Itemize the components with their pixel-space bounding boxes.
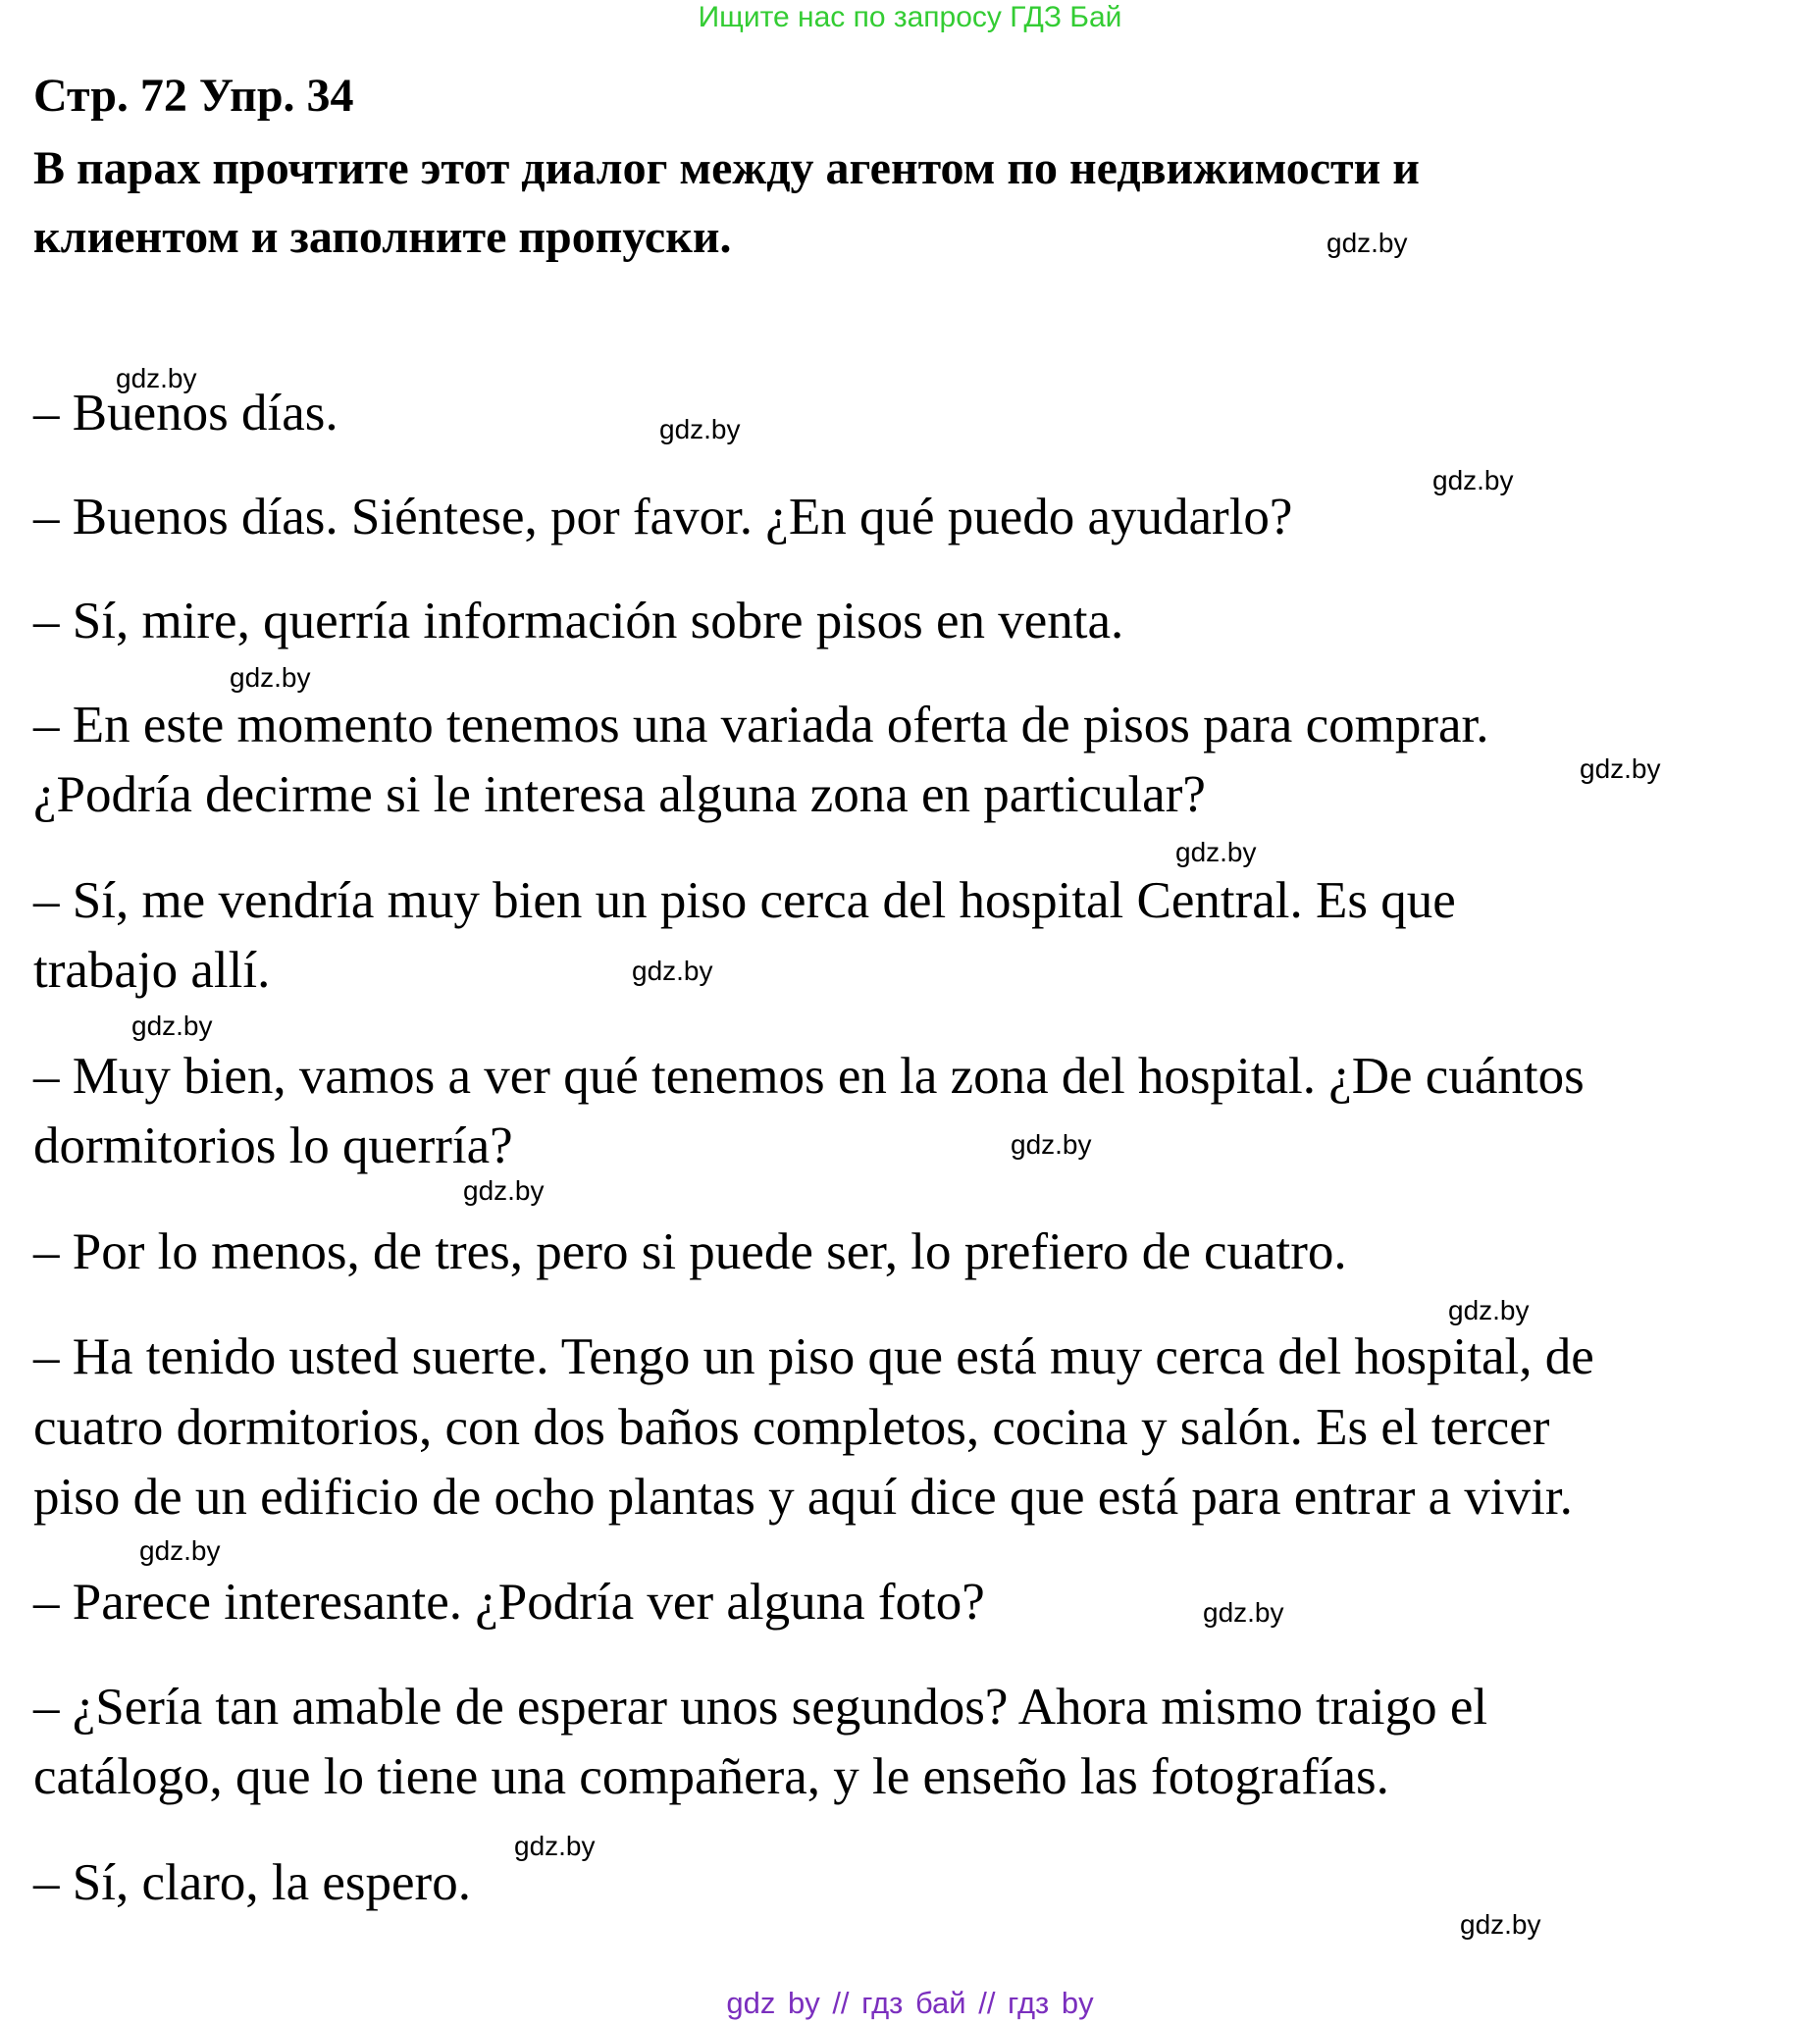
dialogue-line: – Sí, me vendría muy bien un piso cerca del hospital Central. Es que (33, 872, 1456, 929)
dialogue-line: – Buenos días. Siéntese, por favor. ¿En qué puedo ayudarlo? (33, 489, 1293, 545)
watermark: gdz.by (1460, 1909, 1541, 1940)
dialogue-line: piso de un edificio de ocho plantas y aquí dice que está para entrar a vivir. (33, 1469, 1573, 1526)
dialogue-line: – Sí, mire, querría información sobre pisos en venta. (33, 593, 1124, 649)
dialogue-line: dormitorios lo querría? (33, 1117, 513, 1174)
dialogue-line: – Sí, claro, la espero. (33, 1854, 471, 1911)
footer-links[interactable]: gdz by // гдз бай // гдз by (726, 1986, 1094, 2020)
watermark: gdz.by (1580, 753, 1661, 784)
watermark: gdz.by (632, 956, 713, 986)
top-banner-link[interactable]: Ищите нас по запросу ГДЗ Бай (698, 1, 1122, 33)
watermark: gdz.by (131, 1011, 213, 1041)
dialogue-line: – En este momento tenemos una variada oferta de pisos para comprar. (33, 697, 1489, 753)
dialogue-line: – Por lo menos, de tres, pero si puede ser, lo prefiero de cuatro. (33, 1223, 1347, 1280)
dialogue-line: – Buenos días. (33, 385, 338, 441)
dialogue-line: – ¿Sería tan amable de esperar unos segundos? Ahora mismo traigo el (33, 1679, 1488, 1736)
watermark: gdz.by (514, 1831, 596, 1861)
exercise-title: Стр. 72 Упр. 34 (33, 70, 354, 122)
watermark: gdz.by (230, 662, 311, 693)
watermark: gdz.by (659, 414, 741, 444)
watermark: gdz.by (116, 363, 197, 393)
dialogue-line: – Parece interesante. ¿Podría ver alguna foto? (33, 1574, 985, 1631)
dialogue-line: trabajo allí. (33, 942, 271, 999)
dialogue-line: ¿Podría decirme si le interesa alguna zona en particular? (33, 766, 1206, 823)
watermark: gdz.by (1448, 1295, 1530, 1325)
task-instruction-line-2: клиентом и заполните пропуски. (33, 211, 732, 263)
dialogue-line: – Muy bien, vamos a ver qué tenemos en la zona del hospital. ¿De cuántos (33, 1048, 1585, 1105)
watermark: gdz.by (1175, 837, 1257, 867)
watermark: gdz.by (1326, 228, 1408, 258)
watermark: gdz.by (1432, 465, 1514, 495)
dialogue-line: cuatro dormitorios, con dos baños completos, cocina y salón. Es el tercer (33, 1399, 1550, 1456)
watermark: gdz.by (1203, 1597, 1284, 1628)
watermark: gdz.by (139, 1535, 221, 1566)
watermark: gdz.by (463, 1175, 545, 1206)
dialogue-line: – Ha tenido usted suerte. Tengo un piso que está muy cerca del hospital, de (33, 1328, 1594, 1385)
task-instruction-line-1: В парах прочтите этот диалог между агентом по недвижимости и (33, 142, 1420, 194)
dialogue-line: catálogo, que lo tiene una compañera, y le enseño las fotografías. (33, 1748, 1389, 1805)
watermark: gdz.by (1011, 1129, 1092, 1160)
